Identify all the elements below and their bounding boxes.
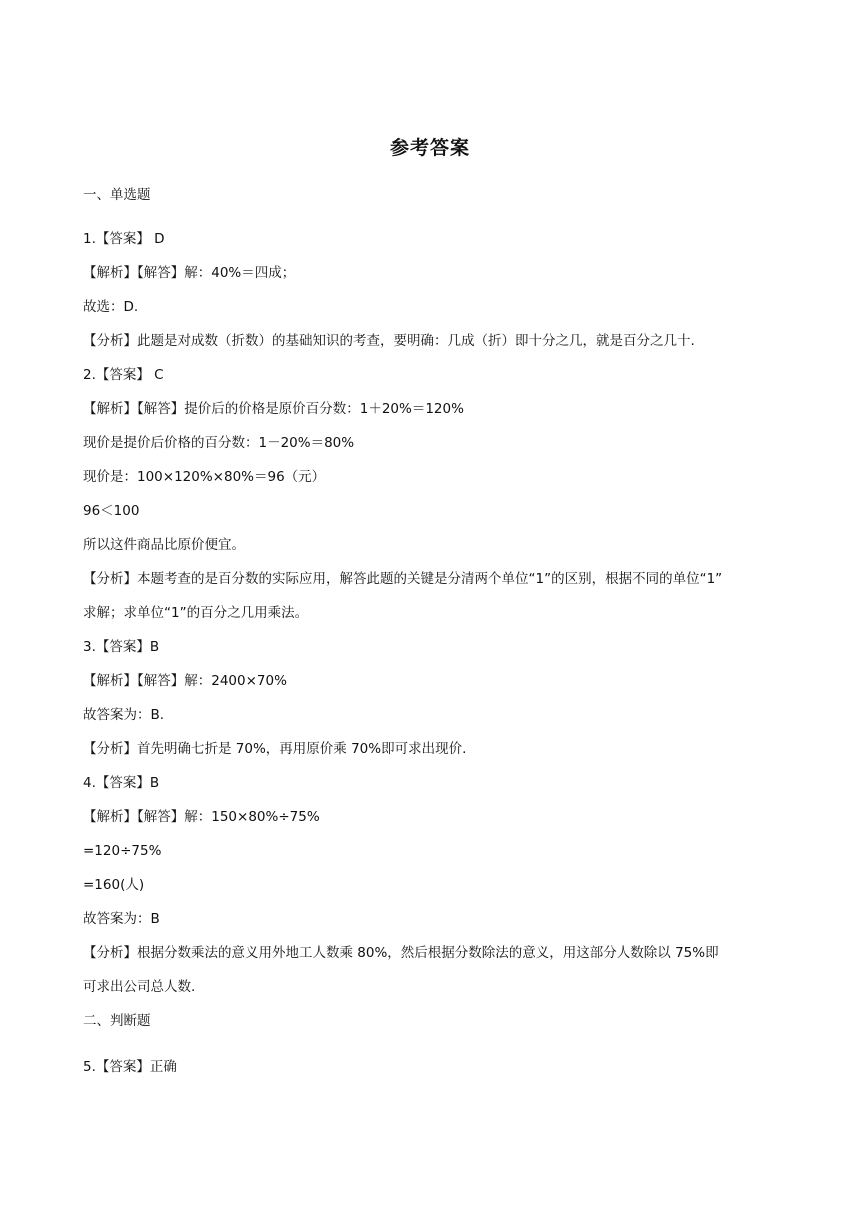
page-title: 参考答案 (389, 137, 470, 159)
analysis-line: 【解析】【解答】解：150×80%÷75% (83, 809, 320, 825)
conclusion-line: 故选：D. (83, 299, 139, 315)
answer-line: 5.【答案】正确 (83, 1059, 177, 1075)
section-heading: 一、单选题 (83, 187, 151, 203)
analysis-note-line: 可求出公司总人数. (83, 979, 196, 995)
conclusion-line: 故答案为：B (83, 911, 160, 927)
analysis-line: 96＜100 (83, 503, 140, 519)
analysis-line: 现价是：100×120%×80%＝96（元） (83, 469, 326, 485)
analysis-line: =120÷75% (83, 843, 162, 859)
conclusion-line: 故答案为：B. (83, 707, 165, 723)
analysis-note-line: 求解；求单位“1”的百分之几用乘法。 (83, 605, 309, 621)
answer-line: 3.【答案】B (83, 639, 160, 655)
analysis-note-line: 【分析】本题考查的是百分数的实际应用，解答此题的关键是分清两个单位“1”的区别，根据不同的单位“1” (83, 571, 723, 587)
conclusion-line: 所以这件商品比原价便宜。 (83, 537, 245, 553)
section-heading: 二、判断题 (83, 1013, 151, 1029)
analysis-note-line: 【分析】此题是对成数（折数）的基础知识的考查，要明确：几成（折）即十分之几，就是百分之几十. (83, 333, 695, 349)
analysis-line: 【解析】【解答】解：40%＝四成； (83, 265, 296, 281)
analysis-line: 【解析】【解答】提价后的价格是原价百分数：1＋20%＝120% (83, 401, 464, 417)
analysis-note-line: 【分析】首先明确七折是 70%，再用原价乘 70%即可求出现价. (83, 741, 467, 757)
analysis-note-line: 【分析】根据分数乘法的意义用外地工人数乘 80%，然后根据分数除法的意义，用这部分人数除以 75%即 (83, 945, 719, 961)
answer-line: 1.【答案】 D (83, 231, 165, 247)
answer-line: 4.【答案】B (83, 775, 160, 791)
analysis-line: 【解析】【解答】解：2400×70% (83, 673, 287, 689)
answer-line: 2.【答案】 C (83, 367, 164, 383)
analysis-line: 现价是提价后价格的百分数：1－20%＝80% (83, 435, 355, 451)
answer-content (83, 182, 783, 1084)
analysis-line: =160(人) (83, 877, 145, 893)
